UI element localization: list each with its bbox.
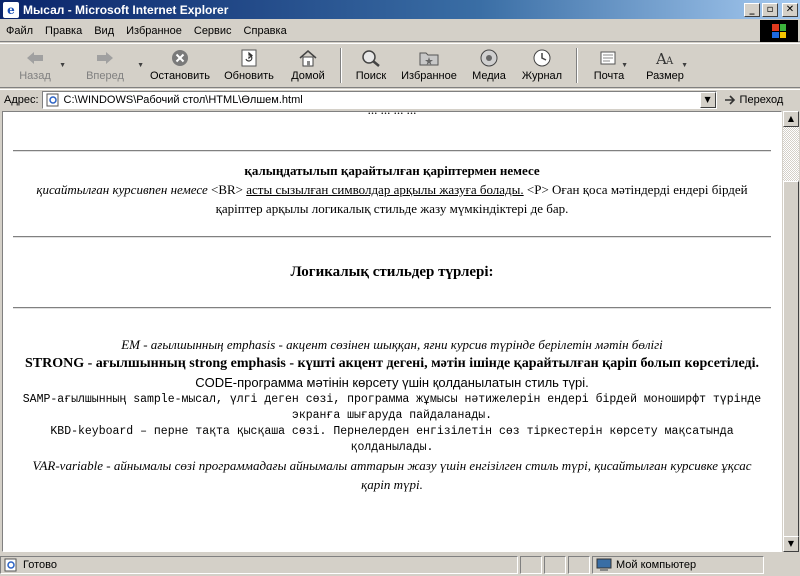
zone-panel: [592, 556, 764, 574]
windows-logo-icon: [760, 20, 798, 42]
zone-text: Мой компьютер: [616, 559, 697, 571]
menu-bar: [0, 20, 800, 42]
home-label: Домой: [291, 70, 325, 82]
title-bar: [0, 0, 800, 19]
em-description: EM - ағылшынның emphasis - акцент сөзінен шыққан, яғни курсив түрінде берілетін мәтін бөлігі: [121, 337, 663, 352]
section-heading: Логикалық стильдер түрлері:: [290, 264, 494, 280]
mail-dropdown-icon[interactable]: ▼: [621, 62, 628, 69]
my-computer-icon: [596, 558, 612, 572]
back-arrow-icon: [24, 48, 46, 68]
page-viewport: [2, 102, 782, 552]
forward-button[interactable]: [66, 44, 144, 87]
menu-edit[interactable]: Правка: [45, 24, 83, 37]
stop-label: Остановить: [149, 70, 211, 82]
menu-view[interactable]: Вид: [94, 24, 115, 37]
status-text-panel: [0, 556, 518, 574]
home-icon: [297, 48, 319, 68]
stop-icon: [169, 48, 191, 68]
scroll-up-button[interactable]: ▲: [783, 111, 799, 127]
svg-text:A: A: [656, 50, 667, 68]
forward-label: Вперед: [86, 70, 124, 82]
ie-logo-icon: e: [3, 2, 19, 18]
favorites-button[interactable]: [394, 44, 464, 87]
status-empty-panel: [544, 556, 566, 574]
menu-tools[interactable]: Сервис: [193, 24, 232, 37]
media-label: Медиа: [472, 70, 506, 82]
search-button[interactable]: [348, 44, 394, 87]
search-label: Поиск: [355, 70, 387, 82]
mail-envelope-icon: [598, 48, 620, 68]
address-label: Адрес:: [4, 93, 39, 106]
strong-description: STRONG - ағылшынның strong emphasis - күшті акцент дегені, мәтін ішінде қарайтылған қаріп болып көрсетіледі.: [24, 356, 760, 371]
mail-label: Почта: [593, 70, 625, 82]
page-content: [3, 100, 781, 494]
svg-text:A: A: [666, 56, 674, 67]
underlined-text: асты сызылған символдар арқылы жазуға болады.: [246, 182, 524, 197]
address-dropdown-button[interactable]: ▼: [700, 92, 716, 108]
history-clock-icon: [531, 48, 553, 68]
back-label: Назад: [19, 70, 51, 82]
bold-text: қалыңдатылып қарайтылған қаріптермен немесе: [244, 163, 540, 178]
address-url: C:\WINDOWS\Рабочий стол\HTML\Өлшем.html: [63, 93, 303, 106]
history-button[interactable]: [514, 44, 570, 87]
status-empty-panel: [568, 556, 590, 574]
status-empty-panel: [520, 556, 542, 574]
back-button[interactable]: [4, 44, 66, 87]
menu-help[interactable]: Справка: [243, 24, 287, 37]
favorites-folder-icon: [418, 48, 440, 68]
size-button[interactable]: [634, 44, 696, 87]
var-description: VAR-variable - айнымалы сөзі программадағы айнымалы аттарын жазу үшін енгізілген стиль түрі, қисайтылған курсивке ұқсас қаріп түрі.: [32, 458, 752, 492]
code-description: CODE-программа мәтінін көрсету үшін қолданылатын стиль түрі.: [195, 375, 589, 390]
size-dropdown-icon[interactable]: ▼: [681, 62, 688, 69]
toolbar: [0, 43, 800, 88]
toolbar-divider: [576, 48, 578, 83]
vertical-scrollbar[interactable]: [783, 111, 799, 552]
size-label: Размер: [646, 70, 684, 82]
back-dropdown-icon[interactable]: ▼: [59, 62, 66, 69]
paragraph-rest-text: <P> Оған қоса мәтіндерді ендері бірдей қаріптер арқылы логикалық стильде жазу мүмкіндіктері де бар.: [215, 182, 748, 216]
close-button[interactable]: ✕: [782, 3, 798, 17]
minimize-button[interactable]: _: [744, 3, 760, 17]
stop-button[interactable]: [144, 44, 216, 87]
scroll-down-button[interactable]: ▼: [783, 536, 799, 552]
search-icon: [360, 48, 382, 68]
media-button[interactable]: [464, 44, 514, 87]
kbd-description: KBD-keyboard – перне тақта қысқаша сөзі. Пернелерден енгізілетін сөз тіркестерін көрсету мақсатында қолданылады.: [50, 425, 734, 454]
maximize-button[interactable]: ▫: [762, 3, 778, 17]
page-done-icon: [3, 558, 19, 572]
media-icon: [478, 48, 500, 68]
forward-arrow-icon: [94, 48, 116, 68]
home-button[interactable]: [282, 44, 334, 87]
status-bar: [0, 554, 800, 576]
text-size-icon: [654, 48, 676, 68]
br-tag-text: <BR>: [207, 182, 247, 197]
forward-dropdown-icon[interactable]: ▼: [137, 62, 144, 69]
refresh-button[interactable]: [216, 44, 282, 87]
menu-favorites[interactable]: Избранное: [126, 24, 182, 37]
go-label: Переход: [739, 93, 784, 106]
clipped-text-line: ... ... ... ...: [367, 102, 417, 117]
refresh-label: Обновить: [224, 70, 274, 82]
window-title: Мысал - Microsoft Internet Explorer: [23, 2, 229, 17]
samp-description: SAMP-ағылшынның sample-мысал, үлгі деген сөзі, программа жұмысы нәтижелерін ендері бірдей моноширфт түрінде экранға шығаруда пайдаланады.: [22, 393, 762, 422]
menu-file[interactable]: Файл: [6, 24, 34, 37]
scroll-thumb[interactable]: [783, 181, 799, 537]
status-text: Готово: [23, 559, 57, 571]
toolbar-divider: [340, 48, 342, 83]
mail-button[interactable]: [584, 44, 634, 87]
favorites-label: Избранное: [401, 70, 457, 82]
italic-text: қисайтылған курсивпен немесе: [36, 182, 208, 197]
refresh-icon: [238, 48, 260, 68]
history-label: Журнал: [521, 70, 563, 82]
